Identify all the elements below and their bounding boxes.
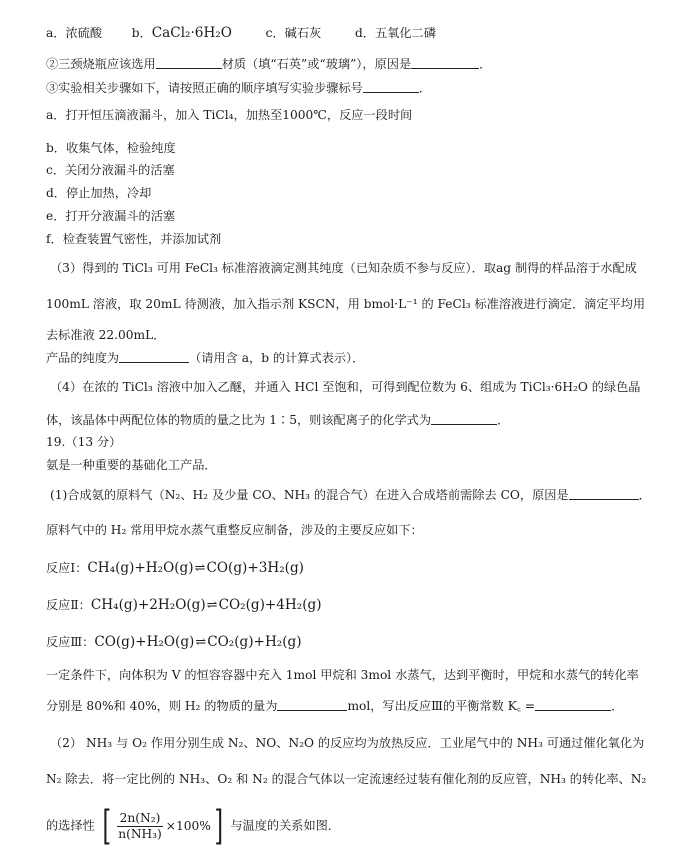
q19-p7-text: 与温度的关系如图．: [230, 818, 341, 833]
q19-p4-text: 分别是 80%和 40%，则 H₂ 的物质的量为: [46, 699, 278, 713]
purity-prompt: 产品的纯度为: [46, 351, 120, 365]
purity-hint: （请用含 a，b 的计算式表示）．: [189, 351, 365, 365]
reagent-options-line: [46, 27, 436, 41]
step-item: b．收集气体，检验纯度: [46, 141, 176, 155]
q3-line-1: （3）得到的 TiCl₃ 可用 FeCl₃ 标准溶液滴定测其纯度（已知杂质不参与反应）．取ag 制得的样品溶于水配成: [50, 261, 637, 275]
q19-p3: 一定条件下，向体积为 V 的恒容容器中充入 1mol 甲烷和 3mol 水蒸气，达到平衡时，甲烷和水蒸气的转化率: [46, 668, 639, 682]
q19-title: 19.（13 分）: [46, 435, 122, 449]
equilibrium-arrow: ⇌: [195, 635, 207, 650]
line-end: ．: [479, 57, 492, 71]
answer-blank[interactable]: [411, 57, 479, 69]
step-item: c．关闭分液漏斗的活塞: [46, 163, 175, 177]
step-item: f．检查装置气密性，并添加试剂: [46, 232, 222, 246]
answer-blank[interactable]: [431, 413, 497, 425]
q19-p6: N₂ 除去．将一定比例的 NH₃、O₂ 和 N₂ 的混合气体以一定流速经过装有催化剂的反应管，NH₃ 的转化率、N₂: [46, 772, 647, 786]
reaction-reactants: CH₄(g)+2H₂O(g): [90, 597, 206, 613]
reagent-b-formula: CaCl₂·6H₂O: [151, 25, 232, 41]
answer-blank[interactable]: [363, 81, 419, 93]
q4-line-2: [46, 413, 509, 426]
step-item: d．停止加热，冷却: [46, 186, 152, 200]
flask-text-1: ②三颈烧瓶应该选用: [46, 57, 156, 71]
reaction-label: 反应Ⅲ：: [46, 635, 95, 649]
line-end: ．: [418, 81, 432, 95]
q4-text: 体，该晶体中两配位体的物质的量之比为 1∶5，则该配离子的化学式为: [46, 413, 432, 427]
reaction-products: CO₂(g)+H₂(g): [207, 634, 302, 650]
q4-line-1: （4）在浓的 TiCl₃ 溶液中加入乙醚，并通入 HCl 至饱和，可得到配位数为 6、组成为 TiCl₃·6H₂O 的绿色晶: [50, 380, 641, 394]
answer-blank[interactable]: [119, 351, 189, 363]
reagent-d: d．五氧化二磷: [354, 26, 436, 40]
q3-line-2: 100mL 溶液，取 20mL 待测液，加入指示剂 KSCN，用 bmol·L⁻¹ 的 FeCl₃ 标准溶液进行滴定．滴定平均用: [46, 297, 646, 311]
reaction-1: [46, 562, 304, 576]
fraction-numerator: 2n(N₂): [117, 812, 164, 826]
right-bracket: ]: [214, 803, 223, 849]
reaction-products: CO₂(g)+4H₂(g): [218, 597, 322, 613]
reaction-label: 反应Ⅱ：: [46, 598, 91, 612]
equilibrium-arrow: ⇌: [194, 561, 206, 576]
answer-blank[interactable]: [156, 57, 222, 69]
left-bracket: [: [102, 803, 111, 849]
steps-instruction-line: [46, 81, 431, 94]
reaction-products: CO(g)+3H₂(g): [206, 560, 304, 576]
reaction-reactants: CH₄(g)+H₂O(g): [87, 560, 194, 576]
q19-p1: [50, 488, 651, 501]
fraction-denominator: n(NH₃): [118, 826, 162, 841]
q19-p4: [46, 699, 623, 712]
answer-blank[interactable]: [569, 488, 639, 500]
q19-p4-text-2: mol，写出反应Ⅲ的平衡常数 K꜀ =: [347, 699, 536, 713]
reagent-a: a．浓硫酸: [46, 26, 103, 40]
equilibrium-arrow: ⇌: [206, 598, 218, 613]
line-end: ．: [638, 488, 651, 502]
q19-p1-text: (1)合成氨的原料气（N₂、H₂ 及少量 CO、NH₃ 的混合气）在进入合成塔前需除去 CO，原因是: [50, 488, 569, 502]
steps-instruction: ③实验相关步骤如下，请按照正确的顺序填写实验步骤标号: [46, 81, 363, 95]
q19-p2: 原料气中的 H₂ 常用甲烷水蒸气重整反应制备，涉及的主要反应如下：: [46, 523, 423, 537]
fraction-multiplier: ×100%: [165, 818, 211, 833]
reaction-label: 反应Ⅰ：: [46, 561, 88, 575]
q19-intro: 氨是一种重要的基础化工产品．: [46, 458, 217, 472]
step-item: a．打开恒压滴液漏斗，加入 TiCl₄，加热至1000℃，反应一段时间: [46, 108, 413, 122]
reagent-b-prefix: b．: [131, 26, 152, 40]
q19-p7: [46, 803, 341, 849]
reaction-3: [46, 636, 302, 650]
reaction-reactants: CO(g)+H₂O(g): [94, 634, 195, 650]
answer-blank[interactable]: [277, 699, 347, 711]
reagent-c: c．碱石灰: [265, 26, 322, 40]
line-end: ．: [497, 413, 510, 427]
fraction: [115, 812, 165, 839]
step-item: e．打开分液漏斗的活塞: [46, 209, 176, 223]
selectivity-label: 的选择性: [46, 818, 95, 833]
line-end: ．: [611, 699, 624, 713]
flask-text-2: 材质（填“石英”或“玻璃”），原因是: [221, 57, 412, 71]
q3-line-4: [46, 351, 364, 364]
q3-line-3: 去标准液 22.00mL．: [46, 328, 166, 342]
answer-blank[interactable]: [535, 699, 611, 711]
reaction-2: [46, 599, 322, 613]
selectivity-formula: [99, 803, 227, 849]
q19-p5: （2） NH₃ 与 O₂ 作用分别生成 N₂、NO、N₂O 的反应均为放热反应．工业尾气中的 NH₃ 可通过催化氧化为: [50, 736, 645, 750]
flask-material-line: [46, 57, 491, 70]
